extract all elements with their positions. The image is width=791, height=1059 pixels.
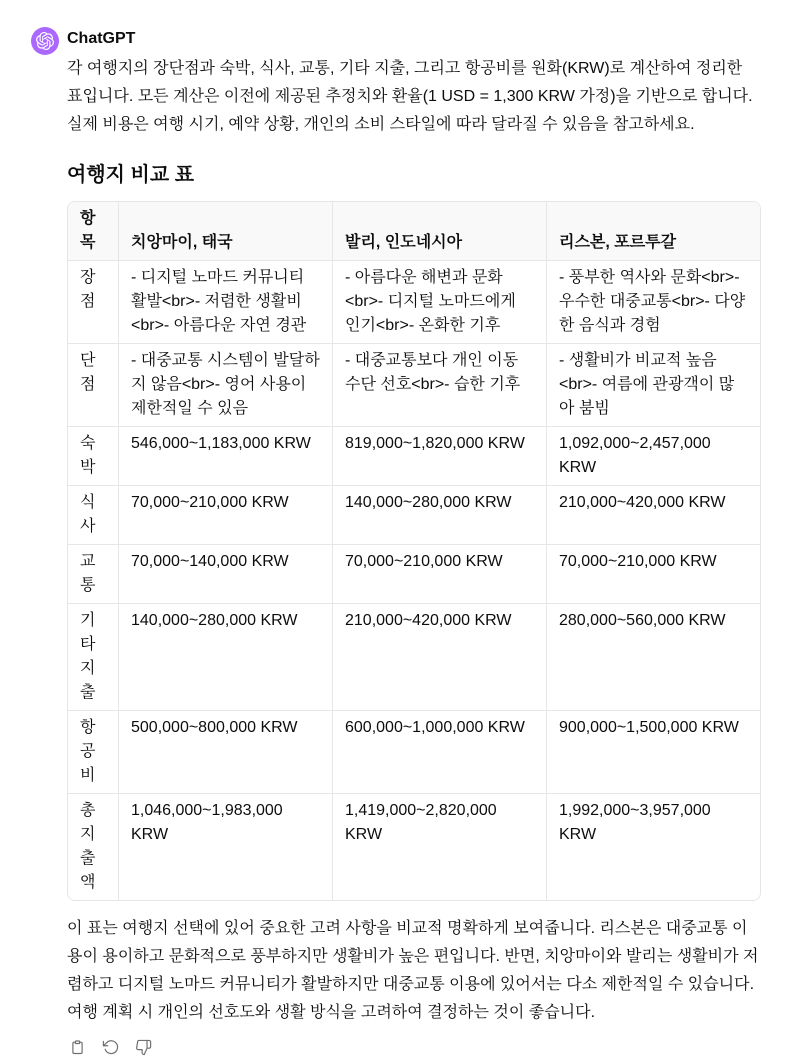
- table-row-meals: [68, 485, 760, 544]
- copy-button[interactable]: [65, 1035, 89, 1059]
- row-label: 단점: [68, 343, 118, 426]
- sender-name: ChatGPT: [67, 30, 136, 47]
- copy-icon: [69, 1039, 86, 1056]
- table-cell: 500,000~800,000 KRW: [118, 710, 332, 793]
- row-label: 항공비: [68, 710, 118, 793]
- regenerate-icon: [102, 1039, 119, 1056]
- outro-paragraph: 이 표는 여행지 선택에 있어 중요한 고려 사항을 비교적 명확하게 보여줍니다. 리스본은 대중교통 이용이 용이하고 문화적으로 풍부하지만 생활비가 높은 편입니다. 반면, 치앙마이와 발리는 생활비가 저렴하고 디지털 노마드 커뮤니티가 활발하지만 대중교통 이용에 있어서는 다소 제한적일 수 있습니다. 여행 계획 시 개인의 선호도와 생활 방식을 고려하여 결정하는 것이 좋습니다.: [67, 920, 759, 1021]
- table-cell: 140,000~280,000 KRW: [118, 603, 332, 710]
- intro-paragraph: 각 여행지의 장단점과 숙박, 식사, 교통, 기타 지출, 그리고 항공비를 원화(KRW)로 계산하여 정리한 표입니다. 모든 계산은 이전에 제공된 추정치와 환율(1 USD = 1,300 KRW 가정)을 기반으로 합니다. 실제 비용은 여행 시기, 예약 상황, 개인의 소비 스타일에 따라 달라질 수 있음을 참고하세요.: [67, 60, 753, 133]
- table-cell: - 아름다운 해변과 문화<br>- 디지털 노마드에게 인기<br>- 온화한 기후: [332, 260, 546, 343]
- column-header-lisbon: 리스본, 포르투갈: [546, 202, 760, 260]
- row-label: 총 지출액: [68, 793, 118, 900]
- table-row-other-expenses: [68, 603, 760, 710]
- thumbs-down-button[interactable]: [131, 1035, 155, 1059]
- table-cell: 900,000~1,500,000 KRW: [546, 710, 760, 793]
- table-cell: 1,419,000~2,820,000 KRW: [332, 793, 546, 900]
- regenerate-button[interactable]: [98, 1035, 122, 1059]
- row-label: 숙박: [68, 426, 118, 485]
- row-label: 기타 지출: [68, 603, 118, 710]
- chatgpt-avatar: [31, 27, 59, 55]
- table-row-transport: [68, 544, 760, 603]
- row-label: 장점: [68, 260, 118, 343]
- thumbs-down-icon: [135, 1039, 152, 1056]
- table-row-cons: [68, 343, 760, 426]
- table-cell: 70,000~210,000 KRW: [118, 485, 332, 544]
- table-cell: 210,000~420,000 KRW: [546, 485, 760, 544]
- table-cell: - 대중교통 시스템이 발달하지 않음<br>- 영어 사용이 제한적일 수 있음: [118, 343, 332, 426]
- table-row-lodging: [68, 426, 760, 485]
- table-cell: - 디지털 노마드 커뮤니티 활발<br>- 저렴한 생활비<br>- 아름다운 자연 경관: [118, 260, 332, 343]
- table-row-total: [68, 793, 760, 900]
- table-cell: 819,000~1,820,000 KRW: [332, 426, 546, 485]
- column-header-item: 항목: [68, 202, 118, 260]
- table-cell: - 대중교통보다 개인 이동 수단 선호<br>- 습한 기후: [332, 343, 546, 426]
- table-cell: 600,000~1,000,000 KRW: [332, 710, 546, 793]
- table-cell: 140,000~280,000 KRW: [332, 485, 546, 544]
- destination-comparison-table: [67, 201, 761, 901]
- table-cell: 70,000~210,000 KRW: [332, 544, 546, 603]
- table-cell: 210,000~420,000 KRW: [332, 603, 546, 710]
- table-row-airfare: [68, 710, 760, 793]
- table-section-title: 여행지 비교 표: [67, 164, 195, 186]
- table-row-pros: [68, 260, 760, 343]
- table-cell: 70,000~140,000 KRW: [118, 544, 332, 603]
- table-cell: 1,046,000~1,983,000 KRW: [118, 793, 332, 900]
- table-cell: 1,992,000~3,957,000 KRW: [546, 793, 760, 900]
- table-cell: - 풍부한 역사와 문화<br>- 우수한 대중교통<br>- 다양한 음식과 경험: [546, 260, 760, 343]
- column-header-chiangmai: 치앙마이, 태국: [118, 202, 332, 260]
- table-cell: 280,000~560,000 KRW: [546, 603, 760, 710]
- column-header-bali: 발리, 인도네시아: [332, 202, 546, 260]
- row-label: 식사: [68, 485, 118, 544]
- table-cell: 70,000~210,000 KRW: [546, 544, 760, 603]
- message-action-bar: [65, 1035, 760, 1059]
- table-cell: 546,000~1,183,000 KRW: [118, 426, 332, 485]
- table-header-row: [68, 202, 760, 260]
- table-cell: - 생활비가 비교적 높음<br>- 여름에 관광객이 많아 붐빔: [546, 343, 760, 426]
- table-cell: 1,092,000~2,457,000 KRW: [546, 426, 760, 485]
- row-label: 교통: [68, 544, 118, 603]
- openai-logo-icon: [36, 32, 54, 50]
